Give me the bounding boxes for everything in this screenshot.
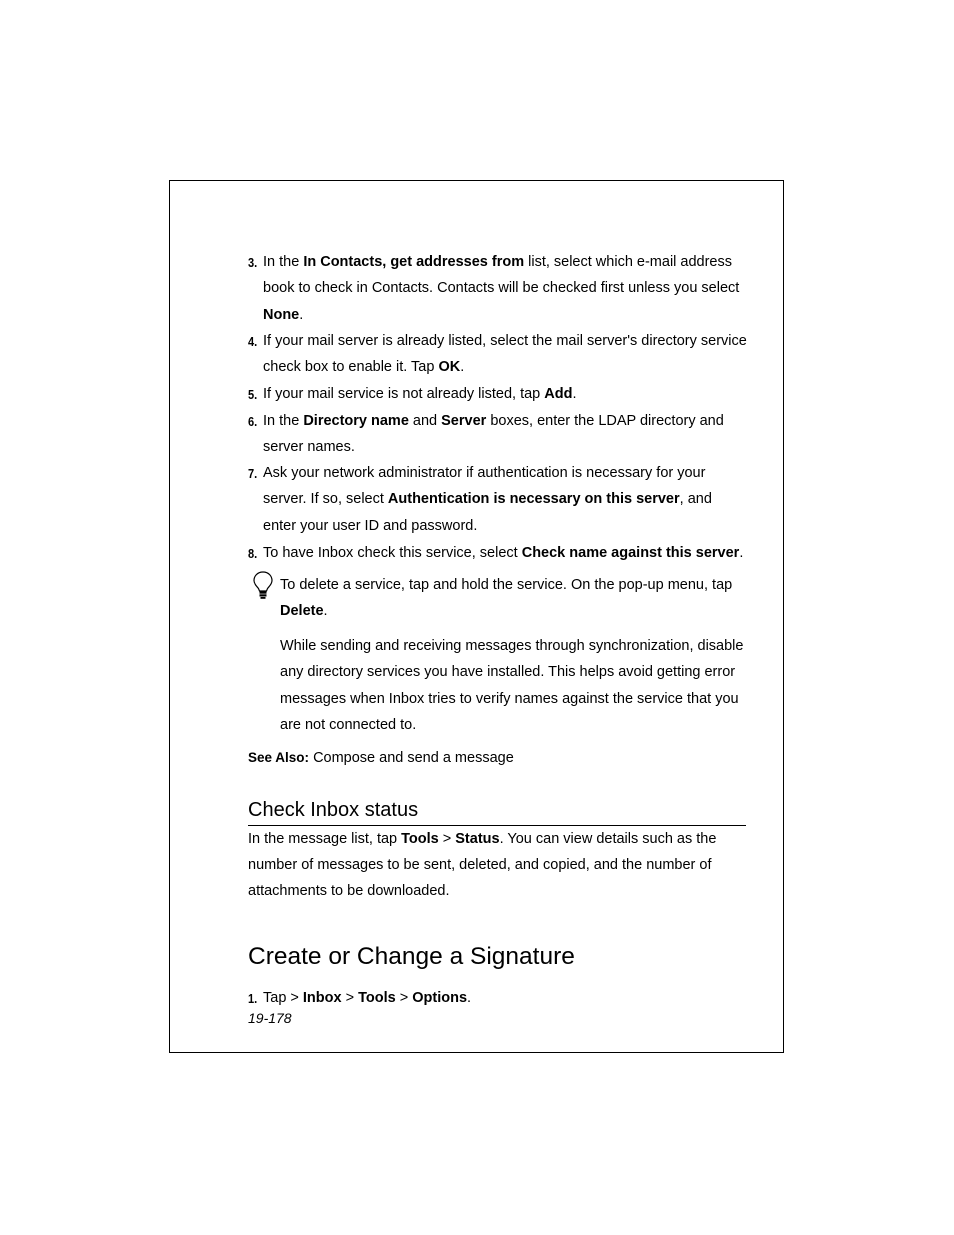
bold-term: Server [441,413,487,429]
step-number: 3. [248,255,258,270]
page-number: 19-178 [248,1010,292,1026]
step-number: 8. [248,546,258,561]
bold-term: None [263,306,300,323]
tip-text [280,572,750,625]
bold-term: Add [544,386,573,402]
text-run: . [572,386,577,402]
step-8 [248,540,748,566]
text-run: Tap > [263,990,303,1006]
bold-term: Inbox [302,990,342,1006]
section-heading: Check Inbox status [248,799,419,821]
text-run: If your mail server is already listed, select the mail server's directory service check box to enable it. Tap [263,333,747,376]
step-5 [248,381,748,407]
text-run: . You can view details such as the number of messages to be sent, deleted, and copied, and the number of attachments to be downloaded. [248,831,717,900]
bold-term: Check name against this server [521,545,740,561]
step-text [263,985,748,1011]
note-paragraph: While sending and receiving messages through synchronization, disable any directory services you have installed. This helps avoid getting error messages when Inbox tries to verify names against the service that you are not connected to. [280,638,744,734]
see-also-label: See Also: [248,750,310,765]
text-run: Ask your network administrator if authentication is necessary for your server. If so, select [263,465,706,508]
step-text [263,460,748,539]
section-paragraph [248,826,748,905]
text-run: . [739,545,744,561]
step-text [263,408,748,461]
text-run: . [323,603,328,620]
bold-term: Authentication is necessary on this server [387,491,680,508]
see-also [248,745,514,771]
chapter-step-1 [248,985,748,1011]
text-run: . [299,306,304,323]
text-run: > [341,990,359,1006]
see-also-link[interactable]: Compose and send a message [313,750,514,766]
bold-term: In Contacts, get addresses from [303,254,525,270]
text-run: To have Inbox check this service, select [263,545,522,561]
step-text [263,249,748,328]
text-run: . [460,359,465,376]
text-run: In the [263,413,304,429]
bold-term: OK [438,359,461,376]
step-3 [248,249,748,328]
text-run: and [408,413,442,429]
text-run: boxes, enter the LDAP directory and server names. [263,413,724,456]
text-run: . [467,990,472,1006]
text-run: > [438,831,456,847]
step-4 [248,328,748,381]
text-run: To delete a service, tap and hold the service. On the pop-up menu, tap [280,577,733,593]
step-text [263,381,748,407]
bold-term: Tools [401,831,439,847]
step-text [263,540,748,566]
step-6 [248,408,748,461]
step-7 [248,460,748,539]
chapter-heading: Create or Change a Signature [248,943,575,970]
bold-term: Directory name [303,413,409,429]
text-run: list, select which e-mail address book to check in Contacts. Contacts will be checked first unless you select [263,254,740,297]
lightbulb-icon [252,570,274,600]
bold-term: Tools [358,990,396,1006]
text-run: In the message list, tap [248,831,402,847]
text-run: , and enter your user ID and password. [263,491,712,534]
bold-term: Delete [280,603,324,620]
bold-term: Options [412,990,468,1006]
text-run: > [395,990,413,1006]
step-number: 4. [248,334,258,349]
bold-term: Status [455,831,500,847]
step-number: 7. [248,466,258,481]
step-text [263,328,748,381]
step-number: 5. [248,387,258,402]
text-run: If your mail service is not already listed, tap [263,386,545,402]
step-number: 6. [248,414,258,429]
text-run: In the [263,254,304,270]
step-number: 1. [248,991,258,1006]
